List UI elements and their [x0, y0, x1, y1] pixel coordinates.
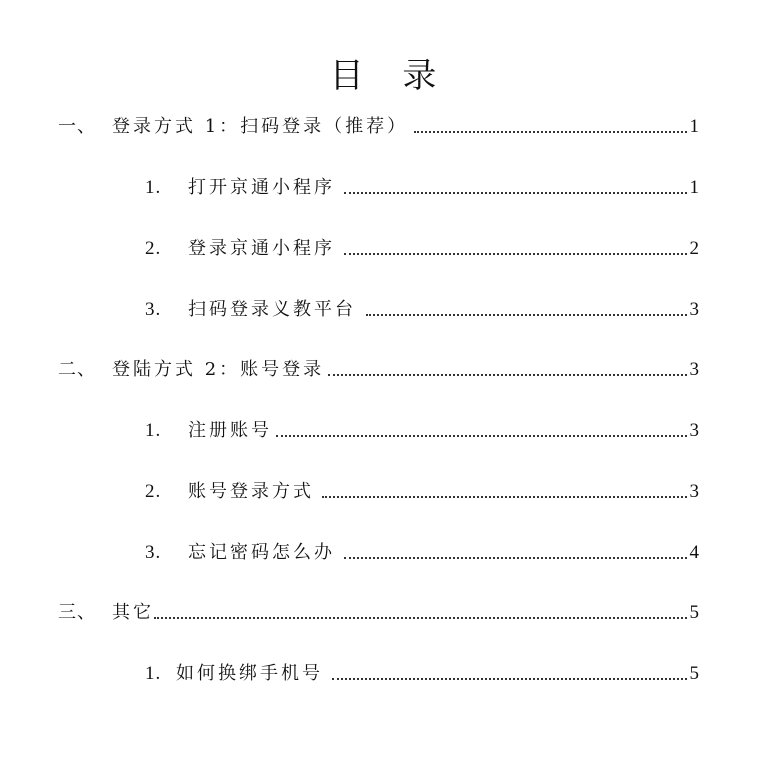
toc-dot-leader	[322, 496, 687, 498]
toc-entry-1-3[interactable]	[0, 298, 699, 324]
toc-dot-leader	[332, 678, 687, 680]
toc-entry-page: 1	[689, 177, 699, 198]
toc-dot-leader	[414, 131, 687, 133]
toc-entry-label: 打开京通小程序	[188, 177, 335, 198]
toc-entry-label: 其它	[112, 602, 154, 623]
toc-entry-3-1[interactable]	[0, 662, 699, 688]
toc-entry-section-1[interactable]	[0, 115, 699, 141]
toc-dot-leader	[328, 374, 687, 376]
toc-entry-label: 登录京通小程序	[188, 238, 335, 259]
toc-entry-section-3[interactable]	[0, 601, 699, 627]
toc-entry-label: 如何换绑手机号	[176, 663, 323, 684]
toc-entry-1-1[interactable]	[0, 176, 699, 202]
toc-dot-leader	[344, 192, 687, 194]
toc-entry-number: 1.	[145, 177, 162, 198]
toc-entry-page: 3	[689, 481, 699, 502]
toc-entry-number: 二、	[58, 359, 96, 380]
toc-entry-label: 登录方式 1：扫码登录（推荐）	[112, 116, 409, 137]
toc-entry-page: 2	[689, 238, 699, 259]
toc-entry-page: 4	[689, 542, 699, 563]
toc-dot-leader	[344, 557, 687, 559]
toc-entry-label: 注册账号	[188, 420, 272, 441]
toc-entry-page: 5	[689, 602, 699, 623]
toc-entry-number: 2.	[145, 238, 162, 259]
toc-entry-2-2[interactable]	[0, 480, 699, 506]
toc-dot-leader	[276, 435, 687, 437]
toc-entry-label: 扫码登录义教平台	[188, 299, 356, 320]
toc-entry-page: 3	[689, 299, 699, 320]
toc-entry-number: 1.	[145, 420, 162, 441]
toc-dot-leader	[154, 617, 687, 619]
toc-entry-page: 3	[689, 420, 699, 441]
toc-entry-page: 5	[689, 663, 699, 684]
toc-entry-number: 三、	[58, 602, 96, 623]
toc-entry-1-2[interactable]	[0, 237, 699, 263]
toc-entry-number: 2.	[145, 481, 162, 502]
toc-entry-2-3[interactable]	[0, 541, 699, 567]
toc-entry-label: 忘记密码怎么办	[188, 542, 335, 563]
toc-entry-number: 3.	[145, 542, 162, 563]
toc-entry-page: 3	[689, 359, 699, 380]
toc-entry-2-1[interactable]	[0, 419, 699, 445]
toc-entry-label: 账号登录方式	[188, 481, 314, 502]
toc-entry-page: 1	[689, 116, 699, 137]
toc-entry-label: 登陆方式 2：账号登录	[112, 359, 325, 380]
toc-dot-leader	[366, 314, 687, 316]
toc-entry-number: 1.	[145, 663, 162, 684]
toc-dot-leader	[344, 253, 687, 255]
page-title: 目 录	[329, 56, 451, 96]
toc-entry-section-2[interactable]	[0, 358, 699, 384]
toc-entry-number: 3.	[145, 299, 162, 320]
toc-entry-number: 一、	[58, 116, 96, 137]
